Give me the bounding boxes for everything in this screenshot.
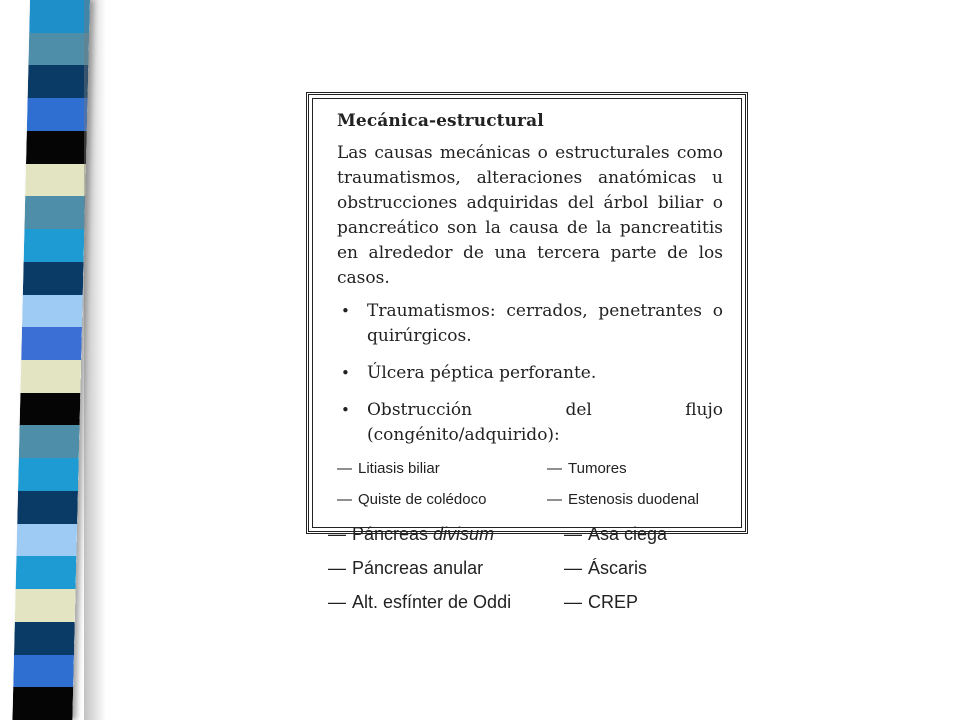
dash-icon: — [564,592,582,612]
stripe-segment [22,295,83,329]
dash-icon: — [337,460,352,477]
dash-icon: — [564,524,582,544]
stripe-segment [18,458,79,492]
dash-icon: — [328,524,346,544]
stripe-segment [16,556,77,590]
dash-item-label: CREP [588,592,639,612]
dash-item-label: Alt. esfínter de Oddi [352,592,512,612]
bullet-item [337,398,723,448]
dash-item-label: Estenosis duodenal [568,491,699,508]
dash-item-label: Litiasis biliar [358,460,440,477]
bullet-item [337,361,723,386]
stripe-segment [12,687,73,720]
stripe-segment [15,589,76,623]
dash-item-label: Tumores [568,460,627,477]
dash-item [547,460,723,477]
dash-item [328,522,564,546]
stripe-segment [16,524,77,558]
bullet-icon: • [341,401,350,419]
stripe-segment [25,164,86,198]
dash-item [337,491,547,508]
stripe-segment [27,98,88,132]
dash-item-label: Quiste de colédoco [358,491,487,508]
stripe-segment [13,655,74,689]
dash-item [564,556,688,580]
bullet-list [337,299,723,448]
dash-icon: — [328,558,346,578]
section-title: Mecánica-estructural [337,111,544,131]
dash-icon: — [337,491,352,508]
stripe-segment [23,262,84,296]
bullet-text: Úlcera péptica perforante. [367,363,597,383]
stripe-segment [28,65,89,99]
stripe-segment [26,131,87,165]
dash-item-italic-label: divisum [433,524,495,544]
dash-item-label: Áscaris [588,558,648,578]
decorative-stripe-bar [12,0,90,720]
bullet-icon: • [341,302,350,320]
dash-item [328,590,564,614]
stripe-segment [14,622,75,656]
additional-causes-list [328,522,688,614]
intro-paragraph: Las causas mecánicas o estructurales como traumatismos, alteraciones anatómicas u obstrucciones adquiridas del árbol biliar o pancreático son la causa de la pancreatitis en alrededor de una tercera parte de los casos. [337,143,723,288]
dash-item [564,590,688,614]
stripe-segment [20,360,81,394]
document-box [306,92,748,534]
dash-item-label: Páncreas [352,524,434,544]
dash-list [337,460,723,508]
stripe-segment [24,196,85,230]
stripe-segment [20,393,81,427]
stripe-segment [24,229,85,263]
bullet-item [337,299,723,349]
stripe-segment [29,0,90,34]
document-content [337,111,723,508]
bullet-text: Traumatismos: cerrados, penetrantes o quirúrgicos. [367,301,723,346]
dash-item-label: Asa ciega [588,524,668,544]
dash-icon: — [328,592,346,612]
dash-item [564,522,688,546]
dash-item [328,556,564,580]
dash-item-label: Páncreas anular [352,558,484,578]
stripe-shadow [84,0,106,720]
bullet-icon: • [341,364,350,382]
stripe-segment [19,425,80,459]
dash-item [547,491,723,508]
bullet-text: Obstrucción del flujo (congénito/adquirido): [367,400,723,445]
dash-icon: — [547,491,562,508]
stripe-segment [21,327,82,361]
dash-item [337,460,547,477]
stripe-segment [28,33,89,67]
dash-icon: — [564,558,582,578]
dash-icon: — [547,460,562,477]
stripe-segment [17,491,78,525]
